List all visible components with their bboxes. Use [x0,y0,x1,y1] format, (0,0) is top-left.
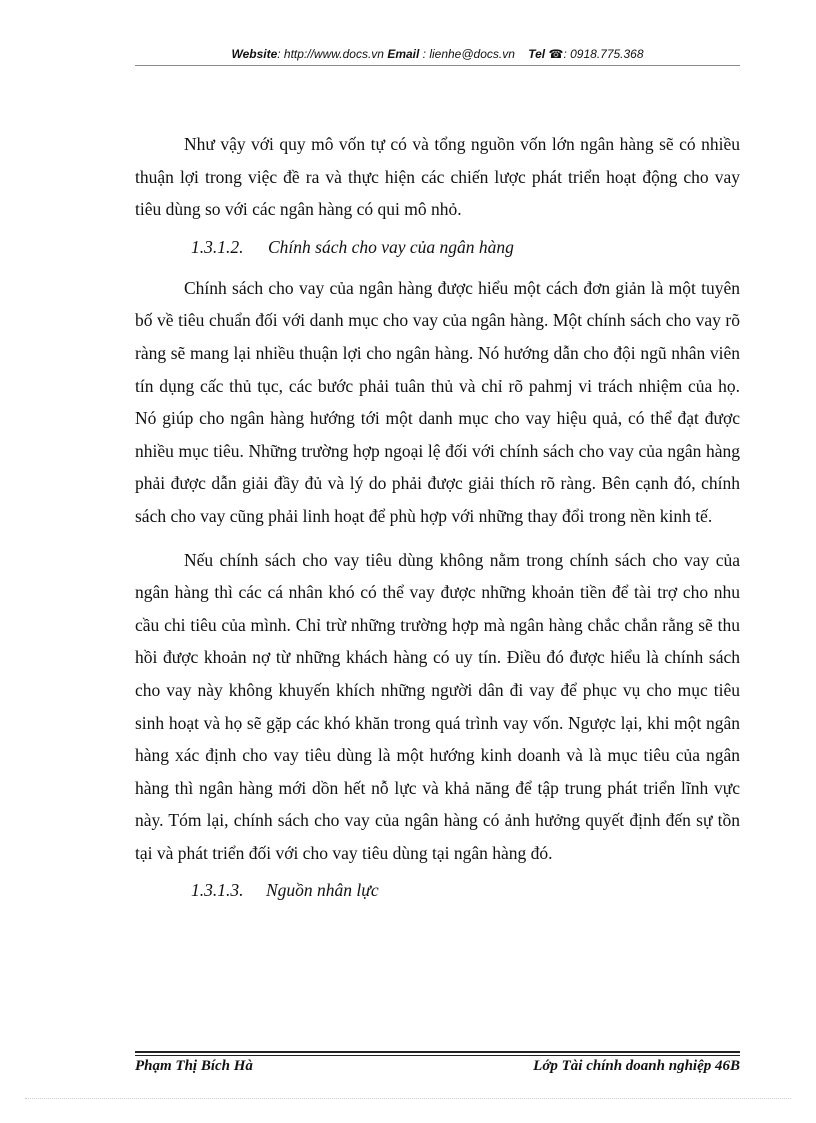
section-heading-1-3-1-2 [135,232,740,262]
footer-author: Phạm Thị Bích Hà [135,1058,253,1074]
email-address[interactable]: : lienhe@docs.vn [419,47,515,61]
paragraph-3: Nếu chính sách cho vay tiêu dùng không nằm trong chính sách cho vay của ngân hàng thì các cá nhân khó có thể vay được những khoản tiền để tài trợ cho nhu cầu chi tiêu của mình. Chỉ trừ những trường hợp mà ngân hàng chắc chắn rằng sẽ thu hồi được khoản nợ từ những khách hàng có uy tín. Điều đó được hiểu là chính sách cho vay này không khuyến khích những người dân đi vay để phục vụ cho mục tiêu sinh hoạt và họ sẽ gặp các khó khăn trong quá trình vay vốn. Ngược lại, khi một ngân hàng xác định cho vay tiêu dùng là một hướng kinh doanh và là mục tiêu của ngân hàng thì ngân hàng mới dồn hết nỗ lực và khả năng để tập trung phát triển lĩnh vực này. Tóm lại, chính sách cho vay của ngân hàng có ảnh hưởng quyết định đến sự tồn tại và phát triển đối với cho vay tiêu dùng tại ngân hàng đó. [135,549,740,863]
section-title: Nguồn nhân lực [266,880,379,901]
section-title: Chính sách cho vay của ngân hàng [268,236,514,257]
email-label: Email [387,47,420,61]
page-header [135,47,740,61]
footer-divider [135,1051,740,1056]
tel-label: Tel [528,47,546,61]
page-bottom-dotted-line [25,1098,791,1099]
section-number: 1.3.1.3. [191,880,244,901]
paragraph-2: Chính sách cho vay của ngân hàng được hiểu một cách đơn giản là một tuyên bố về tiêu chuẩn đối với danh mục cho vay của ngân hàng. Một chính sách cho vay rõ ràng sẽ mang lại nhiều thuận lợi cho ngân hàng. Nó hướng dẫn cho đội ngũ nhân viên tín dụng cấc thủ tục, các bước phải tuân thủ và chỉ rõ pahmj vi trách nhiệm của họ. Nó giúp cho ngân hàng hướng tới một danh mục cho vay hiệu quả, có thể đạt được nhiều mục tiêu. Những trường hợp ngoại lệ đối với chính sách cho vay của ngân hàng phải được dẫn giải đầy đủ và lý do phải được giải thích rõ ràng. Bên cạnh đó, chính sách cho vay cũng phải linh hoạt để phù hợp với những thay đổi trong nền kinh tế. [135,277,740,526]
footer-class: Lớp Tài chính doanh nghiệp 46B [533,1058,740,1074]
tel-number: : 0918.775.368 [563,47,644,61]
website-label: Website [231,47,278,61]
paragraph-1: Như vậy với quy mô vốn tự có và tổng nguồn vốn lớn ngân hàng sẽ có nhiều thuận lợi trong việc đề ra và thực hiện các chiến lược phát triển hoạt động cho vay tiêu dùng so với các ngân hàng có qui mô nhỏ. [135,134,740,220]
website-url[interactable]: : http://www.docs.vn [277,47,384,61]
header-divider [135,65,740,66]
section-number: 1.3.1.2. [191,236,244,257]
section-heading-1-3-1-3 [135,875,740,905]
phone-icon: ☎ [548,47,564,61]
document-body [135,128,740,915]
